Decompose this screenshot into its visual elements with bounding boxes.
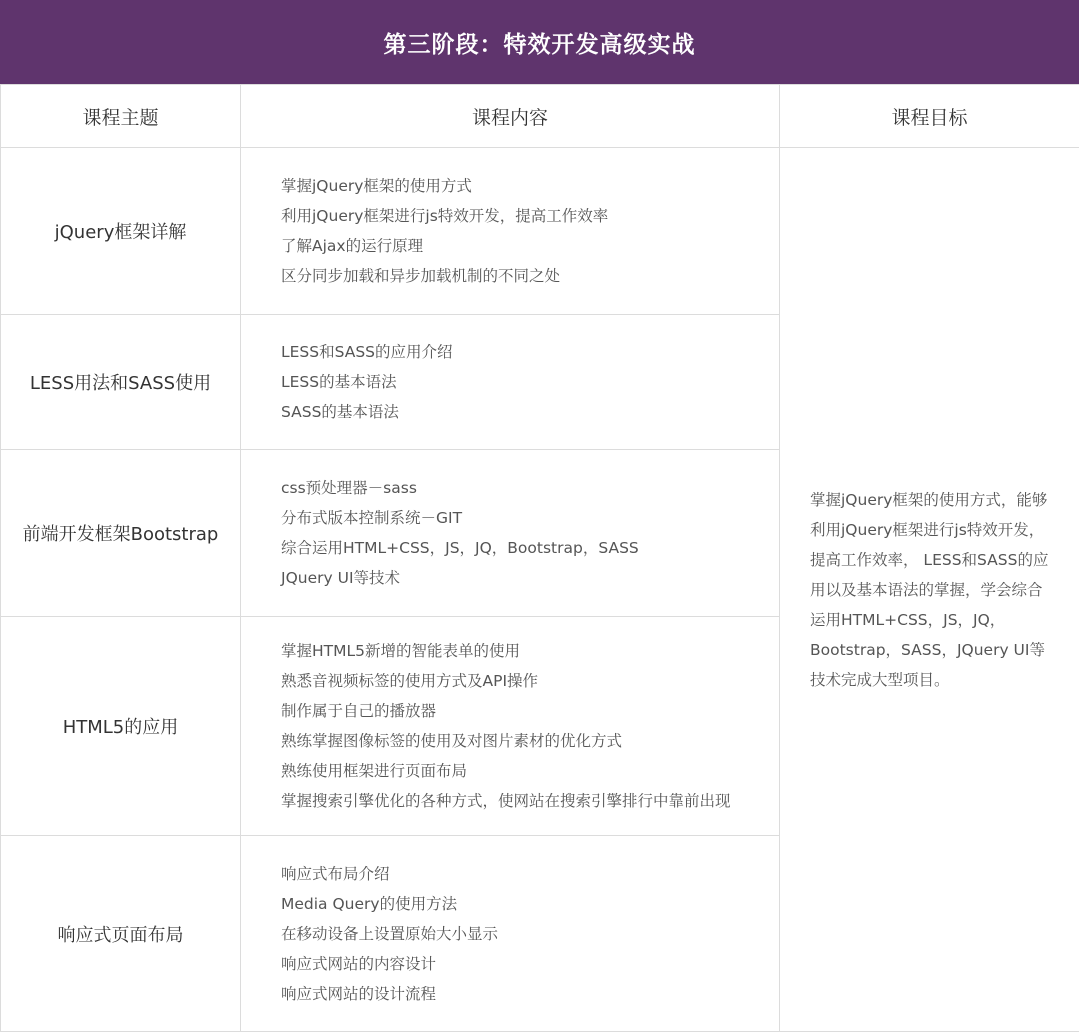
list-item: 掌握HTML5新增的智能表单的使用 xyxy=(281,636,779,666)
content-cell xyxy=(241,315,780,450)
topic-cell: 响应式页面布局 xyxy=(1,836,241,1032)
list-item: 利用jQuery框架进行js特效开发，提高工作效率 xyxy=(281,201,779,231)
content-cell xyxy=(241,148,780,315)
list-item: SASS的基本语法 xyxy=(281,397,779,427)
header-goal: 课程目标 xyxy=(780,85,1079,148)
stage-title: 第三阶段：特效开发高级实战 xyxy=(384,26,696,59)
list-item: LESS的基本语法 xyxy=(281,367,779,397)
list-item: 响应式网站的内容设计 xyxy=(281,949,779,979)
list-item: 响应式网站的设计流程 xyxy=(281,979,779,1009)
list-item: 熟练使用框架进行页面布局 xyxy=(281,756,779,786)
list-item: 熟悉音视频标签的使用方式及API操作 xyxy=(281,666,779,696)
list-item: Media Query的使用方法 xyxy=(281,889,779,919)
content-cell xyxy=(241,450,780,617)
list-item: 了解Ajax的运行原理 xyxy=(281,231,779,261)
list-item: 掌握jQuery框架的使用方式 xyxy=(281,171,779,201)
table-row xyxy=(1,148,1079,315)
list-item: 在移动设备上设置原始大小显示 xyxy=(281,919,779,949)
list-item: 综合运用HTML+CSS，JS，JQ，Bootstrap，SASS xyxy=(281,533,779,563)
content-cell xyxy=(241,836,780,1032)
topic-cell: HTML5的应用 xyxy=(1,617,241,836)
content-list xyxy=(281,337,779,427)
list-item: 响应式布局介绍 xyxy=(281,859,779,889)
stage-banner xyxy=(0,0,1079,84)
content-list xyxy=(281,473,779,593)
list-item: 制作属于自己的播放器 xyxy=(281,696,779,726)
topic-cell: jQuery框架详解 xyxy=(1,148,241,315)
topic-cell: LESS用法和SASS使用 xyxy=(1,315,241,450)
list-item: 分布式版本控制系统－GIT xyxy=(281,503,779,533)
content-cell xyxy=(241,617,780,836)
list-item: css预处理器－sass xyxy=(281,473,779,503)
table-header-row xyxy=(1,85,1079,148)
header-topic: 课程主题 xyxy=(1,85,241,148)
list-item: JQuery UI等技术 xyxy=(281,563,779,593)
list-item: 区分同步加载和异步加载机制的不同之处 xyxy=(281,261,779,291)
content-list xyxy=(281,859,779,1009)
list-item: LESS和SASS的应用介绍 xyxy=(281,337,779,367)
course-table xyxy=(0,84,1079,1032)
list-item: 熟练掌握图像标签的使用及对图片素材的优化方式 xyxy=(281,726,779,756)
content-list xyxy=(281,636,779,816)
content-list xyxy=(281,171,779,291)
header-content: 课程内容 xyxy=(241,85,780,148)
topic-cell: 前端开发框架Bootstrap xyxy=(1,450,241,617)
goal-cell: 掌握jQuery框架的使用方式，能够利用jQuery框架进行js特效开发，提高工作效率， LESS和SASS的应用以及基本语法的掌握，学会综合运用HTML+CSS，JS，JQ，Bootstrap，SASS，JQuery UI等技术完成大型项目。 xyxy=(780,148,1079,1032)
list-item: 掌握搜索引擎优化的各种方式，使网站在搜索引擎排行中靠前出现 xyxy=(281,786,779,816)
